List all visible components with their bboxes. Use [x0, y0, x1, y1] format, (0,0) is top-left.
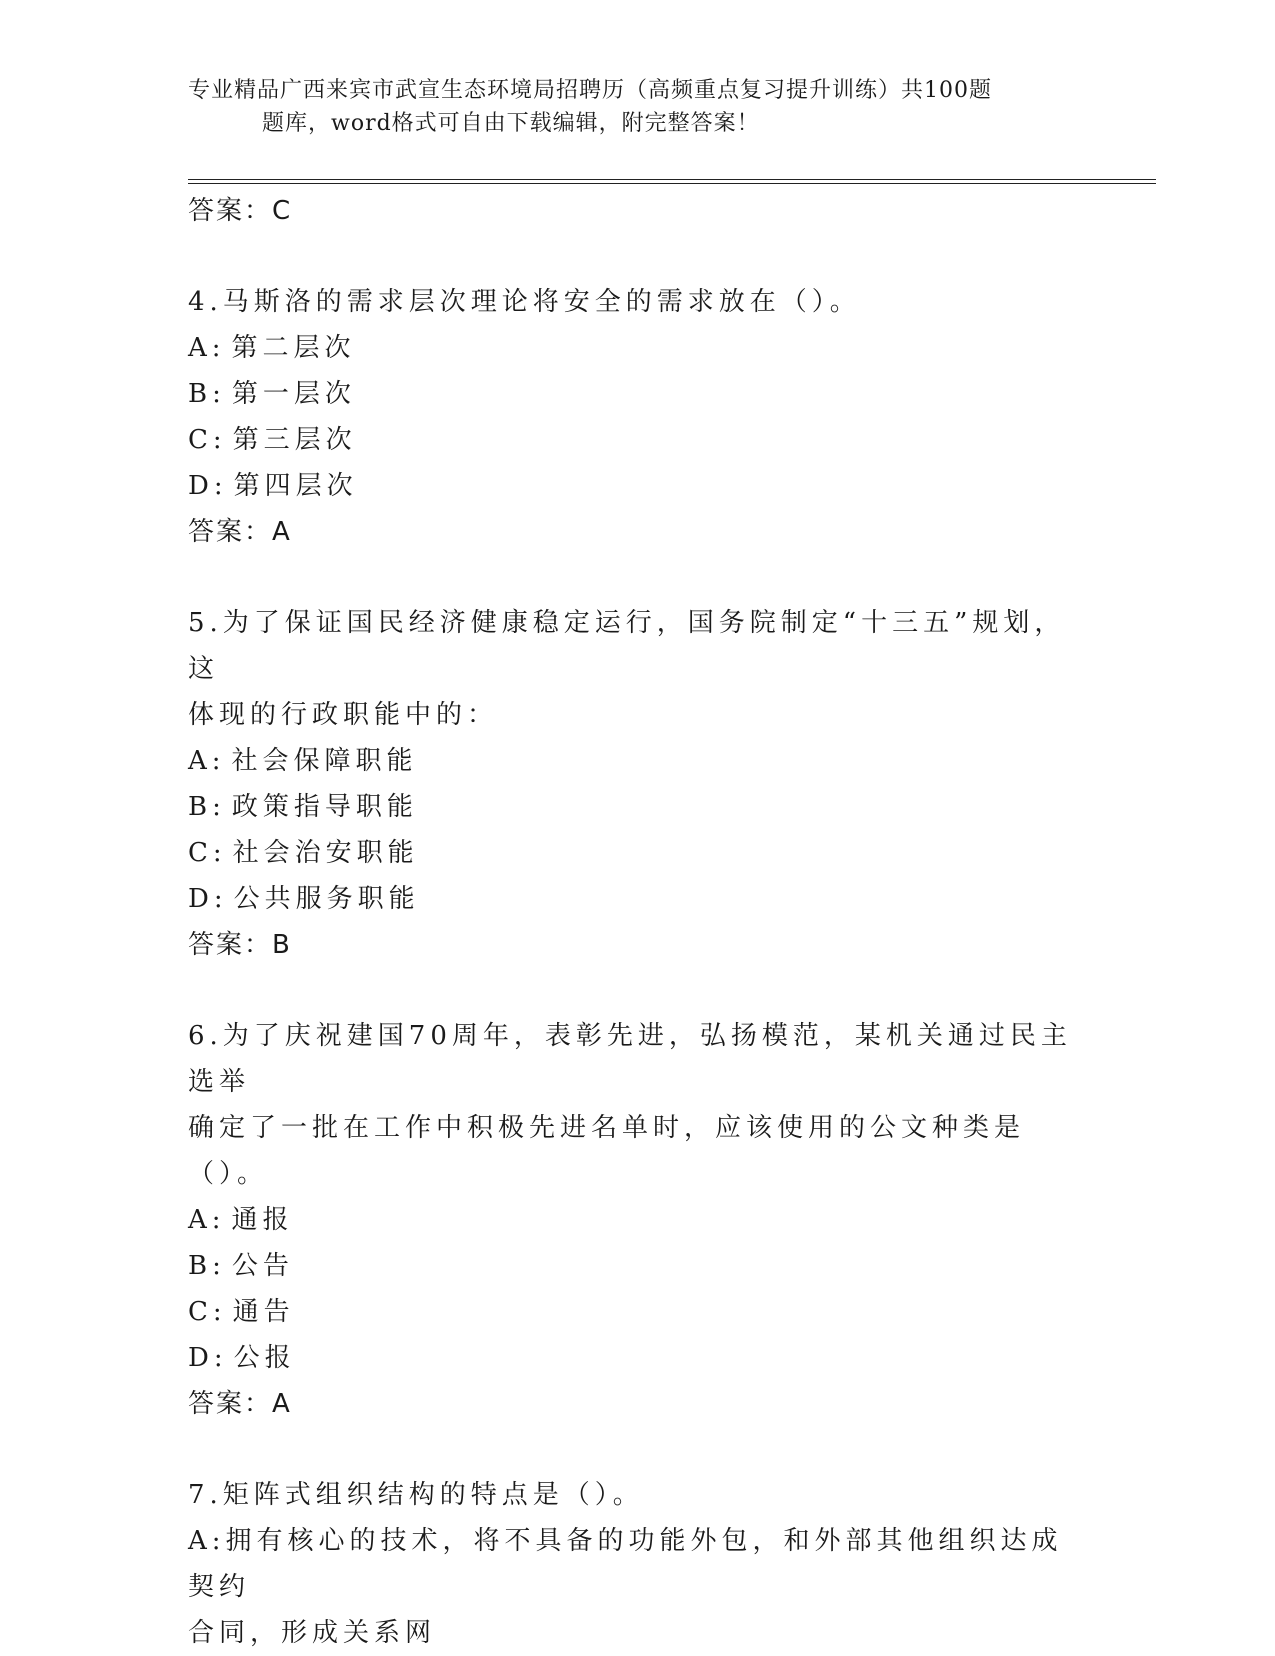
option-key: D: [188, 1343, 228, 1373]
option-d [188, 876, 1088, 922]
option-text: 第一层次 [231, 379, 356, 409]
option-key: B: [188, 792, 226, 822]
option-key: D: [188, 884, 228, 914]
option-text: 第三层次 [232, 425, 357, 455]
option-a-line-1: A:拥有核心的技术，将不具备的功能外包，和外部其他组织达成契约 [188, 1526, 1063, 1602]
option-key: B: [188, 379, 226, 409]
spacer [188, 555, 1088, 600]
option-text: 社会治安职能 [232, 838, 419, 868]
header-title-line-2: 题库，word格式可自由下载编辑，附完整答案！ [262, 111, 760, 136]
option-text: 第二层次 [231, 333, 356, 363]
option-text: 第四层次 [233, 471, 358, 501]
option-key: A: [188, 1205, 226, 1235]
spacer [188, 234, 1088, 279]
question-6 [188, 1013, 1088, 1427]
spacer [188, 968, 1088, 1013]
document-header [188, 74, 1068, 140]
option-key: D: [188, 471, 228, 501]
question-stem: 4.马斯洛的需求层次理论将安全的需求放在（）。 [188, 287, 861, 317]
answer-line: 答案：C [188, 196, 293, 226]
option-b [188, 784, 1088, 830]
option-text: 通报 [231, 1205, 294, 1235]
option-key: A: [188, 746, 226, 776]
option-d [188, 463, 1088, 509]
header-rule-bottom [188, 183, 1156, 184]
spacer [188, 1427, 1088, 1472]
question-7 [188, 1472, 1088, 1656]
question-stem-line-2: 体现的行政职能中的： [188, 700, 499, 730]
option-text: 公共服务职能 [233, 884, 420, 914]
option-b [188, 1243, 1088, 1289]
question-list [188, 188, 1088, 1656]
question-5 [188, 600, 1088, 968]
option-text: 通告 [232, 1297, 295, 1327]
question-stem-line-2: 确定了一批在工作中积极先进名单时，应该使用的公文种类是（）。 [188, 1113, 1026, 1189]
option-text: 社会保障职能 [231, 746, 418, 776]
answer-line: 答案：A [188, 517, 292, 547]
question-4 [188, 279, 1088, 555]
option-d [188, 1335, 1088, 1381]
option-key: C: [188, 1297, 227, 1327]
question-stem: 7.矩阵式组织结构的特点是（）。 [188, 1480, 644, 1510]
option-key: C: [188, 425, 227, 455]
header-rule-top [188, 179, 1156, 180]
option-c [188, 417, 1088, 463]
option-a [188, 325, 1088, 371]
option-c [188, 1289, 1088, 1335]
answer-line: 答案：B [188, 930, 292, 960]
option-a [188, 738, 1088, 784]
option-a-line-2: 合同，形成关系网 [188, 1618, 437, 1648]
option-text: 公告 [231, 1251, 294, 1281]
option-key: A: [188, 333, 226, 363]
question-stem-line-1: 6.为了庆祝建国70周年，表彰先进，弘扬模范，某机关通过民主选举 [188, 1021, 1072, 1097]
header-title-line-1: 专业精品广西来宾市武宣生态环境局招聘历（高频重点复习提升训练）共100题 [188, 78, 992, 103]
option-a [188, 1197, 1088, 1243]
question-stem-line-1: 5.为了保证国民经济健康稳定运行，国务院制定“十三五”规划，这 [188, 608, 1066, 684]
option-b [188, 371, 1088, 417]
answer-line: 答案：A [188, 1389, 292, 1419]
option-c [188, 830, 1088, 876]
option-key: B: [188, 1251, 226, 1281]
option-text: 公报 [233, 1343, 296, 1373]
option-text: 政策指导职能 [231, 792, 418, 822]
option-key: C: [188, 838, 227, 868]
